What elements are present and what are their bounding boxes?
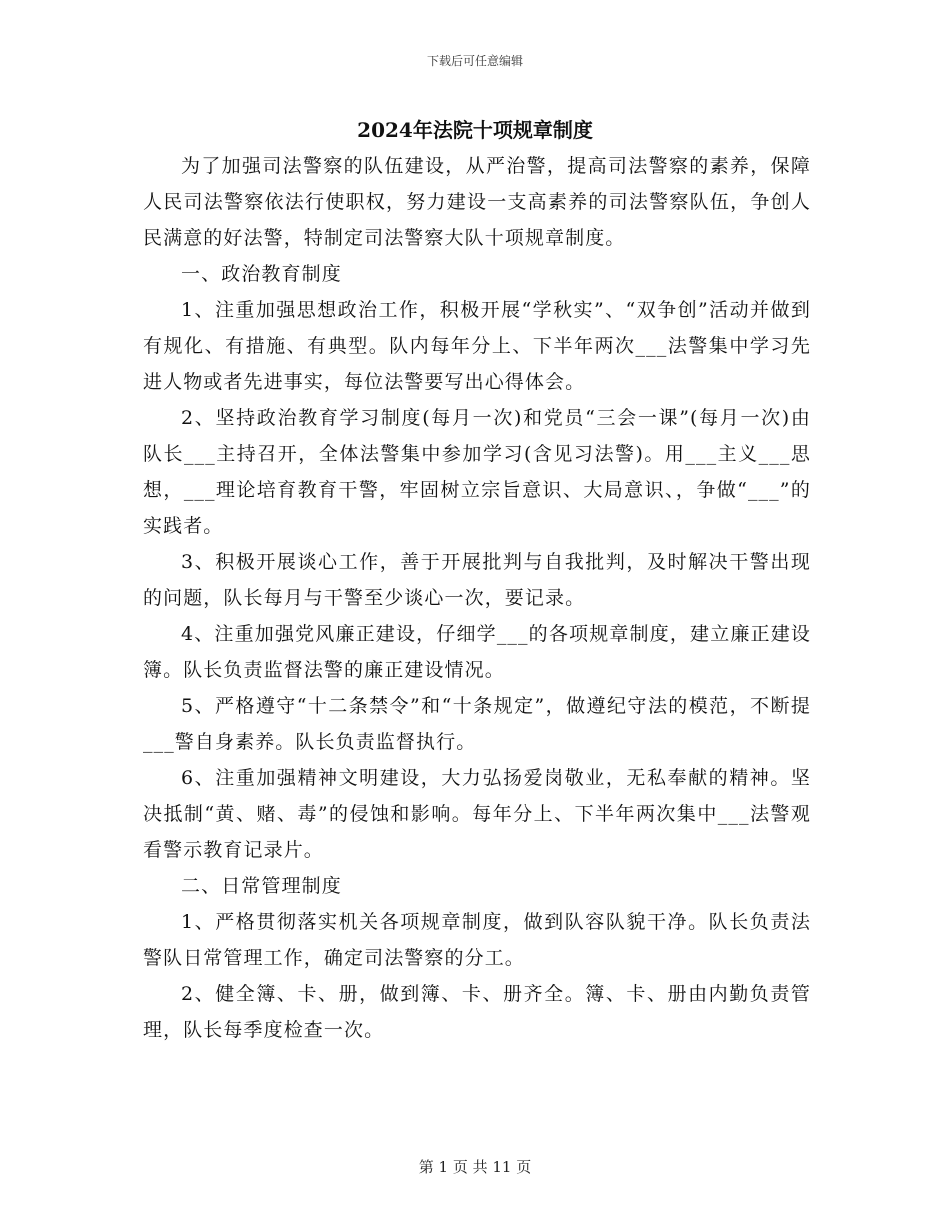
paragraph: 3、积极开展谈心工作，善于开展批判与自我批判，及时解决干警出现的问题，队长每月与干警至少谈心一次，要记录。 (143, 551, 811, 609)
paragraph: 2、健全簿、卡、册，做到簿、卡、册齐全。簿、卡、册由内勤负责管理，队长每季度检查一次。 (143, 983, 811, 1041)
document-title: 2024年法院十项规章制度 (357, 118, 593, 142)
document-body (143, 148, 811, 1048)
paragraph: 5、严格遵守“十二条禁令”和“十条规定”，做遵纪守法的模范，不断提___警自身素养。队长负责监督执行。 (143, 695, 811, 753)
paragraph: 1、严格贯彻落实机关各项规章制度，做到队容队貌干净。队长负责法警队日常管理工作，确定司法警察的分工。 (143, 911, 811, 969)
section-heading: 一、政治教育制度 (181, 263, 342, 285)
paragraph: 6、注重加强精神文明建设，大力弘扬爱岗敬业，无私奉献的精神。坚决抵制“黄、赌、毒”的侵蚀和影响。每年分上、下半年两次集中___法警观看警示教育记录片。 (143, 767, 811, 861)
page-footer: 第 1 页 共 11 页 (418, 1158, 532, 1176)
header-note: 下载后可任意编辑 (426, 54, 523, 68)
paragraph: 1、注重加强思想政治工作，积极开展“学秋实”、“双争创”活动并做到有规化、有措施、有典型。队内每年分上、下半年两次___法警集中学习先进人物或者先进事实，每位法警要写出心得体会。 (143, 299, 811, 393)
paragraph: 4、注重加强党风廉正建设，仔细学___的各项规章制度，建立廉正建设簿。队长负责监督法警的廉正建设情况。 (143, 623, 811, 681)
intro-paragraph: 为了加强司法警察的队伍建设，从严治警，提高司法警察的素养，保障人民司法警察依法行使职权，努力建设一支高素养的司法警察队伍，争创人民满意的好法警，特制定司法警察大队十项规章制度。 (143, 155, 811, 249)
paragraph: 2、坚持政治教育学习制度(每月一次)和党员“三会一课”(每月一次)由队长___主持召开，全体法警集中参加学习(含见习法警)。用___主义___思想，___理论培育教育干警，牢固树立宗旨意识、大局意识、，争做“___”的实践者。 (143, 407, 811, 537)
section-heading: 二、日常管理制度 (181, 875, 342, 897)
